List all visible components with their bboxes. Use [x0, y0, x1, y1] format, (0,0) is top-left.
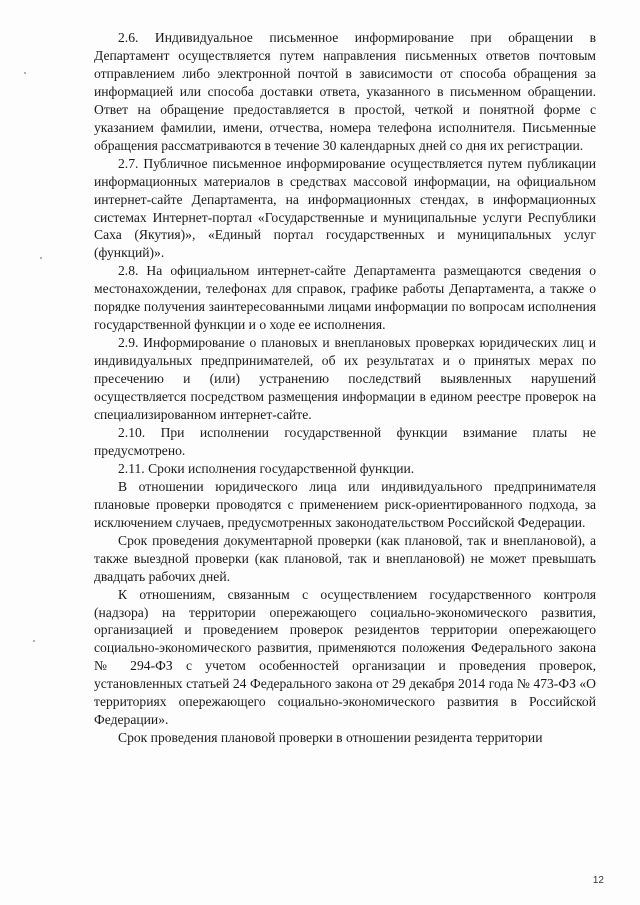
- paragraph-2-10: 2.10. При исполнении государственной функции взимание платы не предусмотрено.: [94, 424, 596, 458]
- paragraph-inspection-term: Срок проведения документарной проверки (как плановой, так и внеплановой), а также выездной проверки (как плановой, так и внеплановой) не может превышать двадцать рабочих дней.: [94, 532, 596, 584]
- scan-speck: [33, 640, 35, 642]
- paragraph-2-8: 2.8. На официальном интернет-сайте Департамента размещаются сведения о местонахождении, телефонах для справок, графике работы Департамента, а также о порядке получения заинтересованными лицами информации по вопросам исполнения государственной функции и о ходе ее исполнения.: [94, 263, 596, 333]
- document-body: [94, 29, 596, 747]
- paragraph-2-7: 2.7. Публичное письменное информирование осуществляется путем публикации информационных материалов в средствах массовой информации, на официальном интернет-сайте Департамента, на информационных стендах, в информационных системах Интернет-портал «Государственные и муниципальные услуги Республики Саха (Якутия)», «Единый портал государственных и муниципальных услуг (функций)».: [94, 155, 596, 261]
- paragraph-resident-term: Срок проведения плановой проверки в отношении резидента территории: [118, 730, 543, 746]
- paragraph-advanced-territories: К отношениям, связанным с осуществлением государственного контроля (надзора) на территории опережающего социально-экономического развития, организацией и проведением проверок резидентов территории опережающего социально-экономического развития, применяются положения Федерального закона № 294-ФЗ с учетом особенностей организации и проведения проверок, установленных статьей 24 Федерального закона от 29 декабря 2014 года № 473-ФЗ «О территориях опережающего социально-экономического развития в Российской Федерации».: [94, 586, 596, 728]
- paragraph-2-6: 2.6. Индивидуальное письменное информирование при обращении в Департамент осуществляется путем направления письменных ответов почтовым отправлением либо электронной почтой в зависимости от способа обращения за информацией или способа доставки ответа, указанного в письменном обращении. Ответ на обращение предоставляется в простой, четкой и понятной форме с указанием фамилии, имени, отчества, номера телефона исполнителя. Письменные обращения рассматриваются в течение 30 календарных дней со дня их регистрации.: [94, 30, 596, 153]
- scan-speck: [40, 257, 42, 259]
- paragraph-2-11: 2.11. Сроки исполнения государственной функции.: [118, 460, 415, 476]
- page-number: 12: [592, 875, 604, 886]
- scan-speck: [24, 72, 26, 74]
- paragraph-risk-approach: В отношении юридического лица или индивидуального предпринимателя плановые проверки проводятся с применением риск-ориентированного подхода, за исключением случаев, предусмотренных законодательством Российской Федерации.: [94, 478, 596, 530]
- paragraph-2-9: 2.9. Информирование о плановых и внеплановых проверках юридических лиц и индивидуальных предпринимателей, об их результатах и о принятых мерах по пресечению и (или) устранению последствий выявленных нарушений осуществляется посредством размещения информации в едином реестре проверок на специализированном интернет-сайте.: [94, 335, 596, 423]
